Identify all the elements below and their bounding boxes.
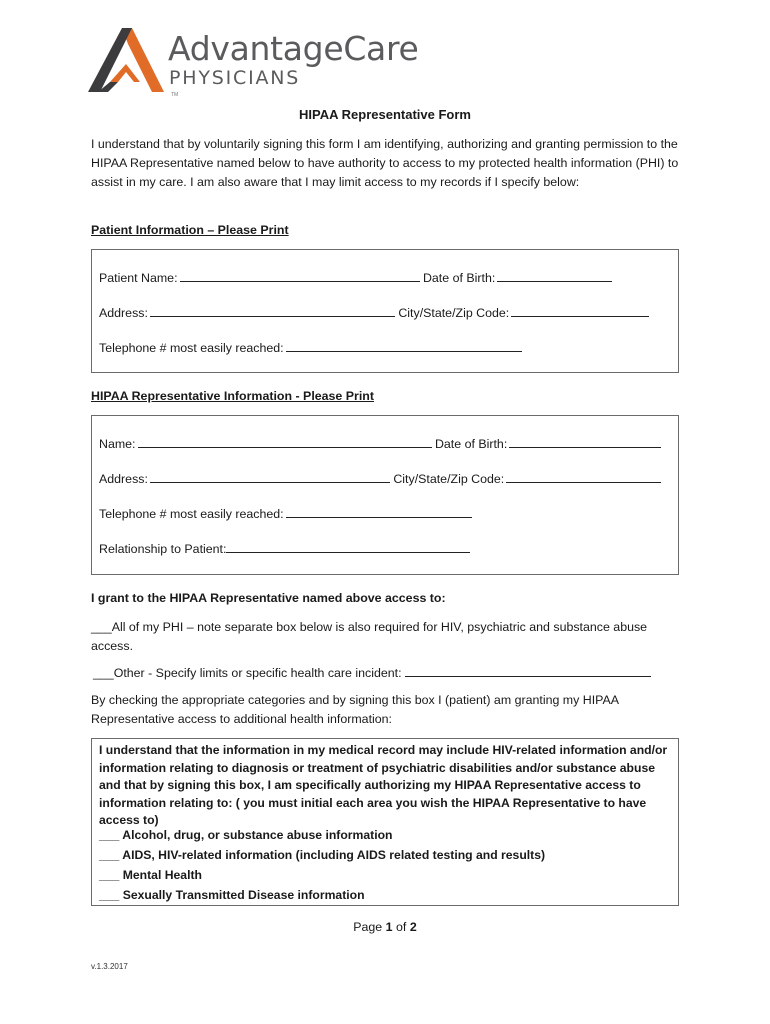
consent-item-label: Sexually Transmitted Disease information (122, 888, 365, 902)
patient-city-label: City/State/Zip Code: (398, 306, 510, 320)
patient-name-field[interactable] (180, 269, 420, 282)
page-word: Page (353, 920, 383, 934)
rep-heading: HIPAA Representative Information - Please Print (91, 389, 374, 403)
logo-brand-text: AdvantageCare (168, 29, 419, 68)
consent-item (99, 848, 545, 862)
page-total: 2 (409, 920, 417, 934)
patient-dob-field[interactable] (497, 269, 612, 282)
consent-item-blank[interactable]: ___ (99, 828, 120, 842)
rep-info-box (91, 415, 679, 575)
rep-phone-label: Telephone # most easily reached: (99, 507, 284, 521)
rep-address-row (99, 470, 661, 486)
grant-all-option[interactable] (91, 618, 681, 656)
rep-city-field[interactable] (506, 470, 661, 483)
patient-info-box (91, 249, 679, 373)
rep-phone-field[interactable] (286, 505, 472, 518)
consent-item-blank[interactable]: ___ (99, 848, 120, 862)
page-current: 1 (385, 920, 393, 934)
company-logo (88, 26, 418, 98)
patient-name-row (99, 269, 612, 285)
rep-name-row (99, 435, 661, 451)
patient-phone-label: Telephone # most easily reached: (99, 341, 284, 355)
rep-name-field[interactable] (138, 435, 432, 448)
rep-relationship-label: Relationship to Patient: (99, 542, 227, 556)
patient-name-label: Patient Name: (99, 271, 178, 285)
grant-other-text: Other - Specify limits or specific health care incident: (113, 666, 402, 680)
patient-phone-row (99, 339, 522, 355)
patient-heading: Patient Information – Please Print (91, 223, 289, 237)
patient-address-label: Address: (99, 306, 148, 320)
consent-item (99, 868, 202, 882)
consent-item-label: Mental Health (122, 868, 202, 882)
logo-sub-text: PHYSICIANS (169, 67, 301, 89)
rep-name-label: Name: (99, 437, 136, 451)
grant-all-blank[interactable]: ___ (91, 620, 112, 634)
page-number (0, 920, 770, 934)
checking-paragraph: By checking the appropriate categories and by signing this box I (patient) am granting my HIPAA Representative access to additional health information: (91, 693, 619, 726)
patient-phone-field[interactable] (286, 339, 522, 352)
grant-all-text: All of my PHI – note separate box below is also required for HIV, psychiatric and substance abuse access. (91, 620, 648, 653)
grant-other-blank[interactable]: ___ (93, 666, 114, 680)
rep-phone-row (99, 505, 472, 521)
version-label: v.1.3.2017 (91, 962, 128, 971)
form-title: HIPAA Representative Form (299, 107, 471, 122)
consent-item-label: Alcohol, drug, or substance abuse information (122, 828, 393, 842)
grant-heading: I grant to the HIPAA Representative named above access to: (91, 591, 446, 605)
patient-address-row (99, 304, 649, 320)
consent-item-blank[interactable]: ___ (99, 868, 120, 882)
rep-address-label: Address: (99, 472, 148, 486)
rep-relationship-field[interactable] (226, 540, 470, 553)
grant-other-option (93, 664, 651, 680)
logo-tm: TM (171, 92, 179, 98)
consent-item-label: AIDS, HIV-related information (including AIDS related testing and results) (122, 848, 546, 862)
rep-dob-field[interactable] (509, 435, 661, 448)
grant-other-field[interactable] (405, 664, 651, 677)
consent-item-blank[interactable]: ___ (99, 888, 120, 902)
rep-dob-label: Date of Birth: (434, 437, 508, 451)
rep-city-label: City/State/Zip Code: (393, 472, 505, 486)
consent-text: I understand that the information in my medical record may include HIV-related information and/or information relating to diagnosis or treatment of psychiatric disabilities and/or substance abuse and that by signing this box, I am specifically authorizing my HIPAA Representative access to information relating to: ( you must initial each area you wish the HIPAA Representative to have access to) (99, 743, 668, 828)
patient-address-field[interactable] (150, 304, 395, 317)
consent-item (99, 888, 365, 902)
consent-box (91, 738, 679, 906)
consent-item (99, 828, 392, 842)
patient-dob-label: Date of Birth: (422, 271, 496, 285)
patient-city-field[interactable] (511, 304, 649, 317)
rep-relationship-row (99, 540, 470, 556)
logo-mark-icon (88, 26, 164, 98)
of-word: of (396, 920, 407, 934)
intro-paragraph: I understand that by voluntarily signing this form I am identifying, authorizing and granting permission to the HIPAA Representative named below to have authority to access to my protected health information (PHI) to assist in my care. I am also aware that I may limit access to my records if I specify below: (91, 137, 679, 189)
rep-address-field[interactable] (150, 470, 390, 483)
